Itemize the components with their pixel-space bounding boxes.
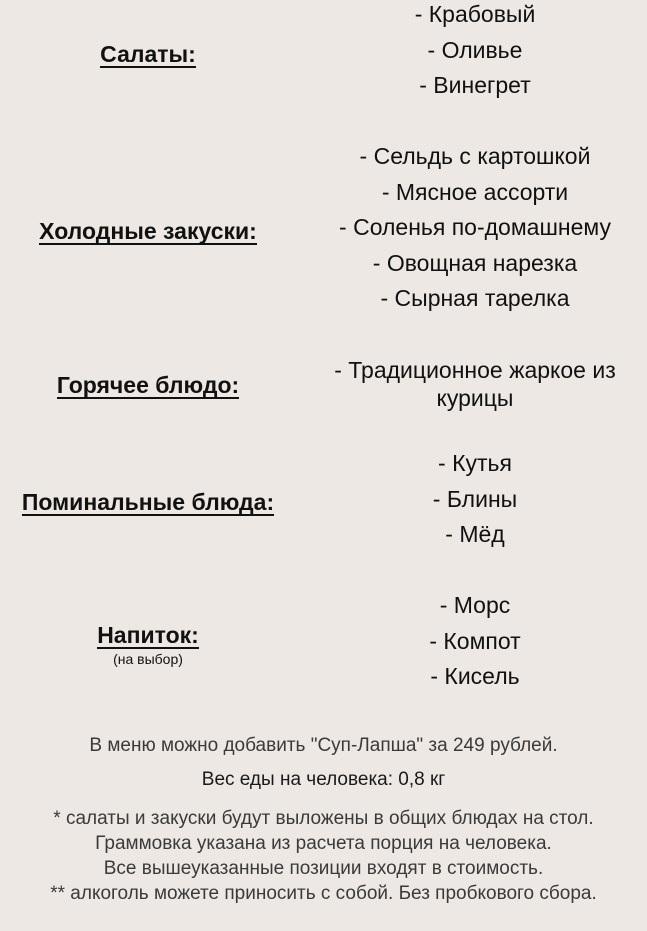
list-item: - Овощная нарезка bbox=[372, 249, 578, 276]
footnote-line: ** алкоголь можете приносить с собой. Без пробкового сбора. bbox=[50, 883, 597, 904]
list-item: - Морс bbox=[439, 592, 511, 618]
list-item: - Кутья bbox=[438, 450, 512, 476]
footnote-line: Все вышеуказанные позиции входят в стоимость. bbox=[103, 858, 544, 879]
category-label bbox=[8, 217, 288, 245]
list-item: - Кисель bbox=[430, 663, 520, 689]
item-list bbox=[320, 0, 630, 104]
list-item: - Сельдь с картошкой bbox=[359, 143, 591, 169]
category-label bbox=[48, 621, 248, 667]
extra-offer-text: В меню можно добавить "Суп-Лапша" за 249 рублей. bbox=[89, 735, 558, 756]
footnote-line: * салаты и закуски будут выложены в общих блюдах на стол. Граммовка указана из расчета порция на человека. bbox=[53, 808, 594, 854]
list-item: - Крабовый bbox=[414, 1, 536, 27]
list-item: - Соленья по-домашнему bbox=[339, 214, 611, 240]
footnote bbox=[20, 806, 627, 906]
item-list bbox=[320, 588, 630, 695]
item-list bbox=[310, 356, 640, 412]
item-list bbox=[310, 139, 640, 317]
category-title: Горячее блюдо: bbox=[56, 372, 240, 398]
item-list bbox=[320, 446, 630, 553]
list-item: - Мёд bbox=[445, 521, 505, 547]
list-item: - Традиционное жаркое из курицы bbox=[334, 357, 616, 411]
category-title: Поминальные блюда: bbox=[21, 489, 275, 515]
category-note: (на выбор) bbox=[113, 651, 183, 667]
category-label bbox=[0, 488, 296, 516]
category-title: Напиток: bbox=[97, 622, 199, 648]
weight-per-person: Вес еды на человека: 0,8 кг bbox=[201, 769, 446, 790]
category-title: Салаты: bbox=[100, 41, 196, 67]
list-item: - Компот bbox=[429, 627, 521, 654]
category-label bbox=[48, 40, 248, 68]
category-title: Холодные закуски: bbox=[39, 218, 257, 244]
list-item: - Сырная тарелка bbox=[380, 285, 570, 311]
list-item: - Мясное ассорти bbox=[381, 178, 569, 205]
list-item: - Винегрет bbox=[419, 72, 531, 98]
list-item: - Оливье bbox=[427, 36, 523, 63]
category-label bbox=[28, 371, 268, 399]
list-item: - Блины bbox=[432, 485, 518, 512]
